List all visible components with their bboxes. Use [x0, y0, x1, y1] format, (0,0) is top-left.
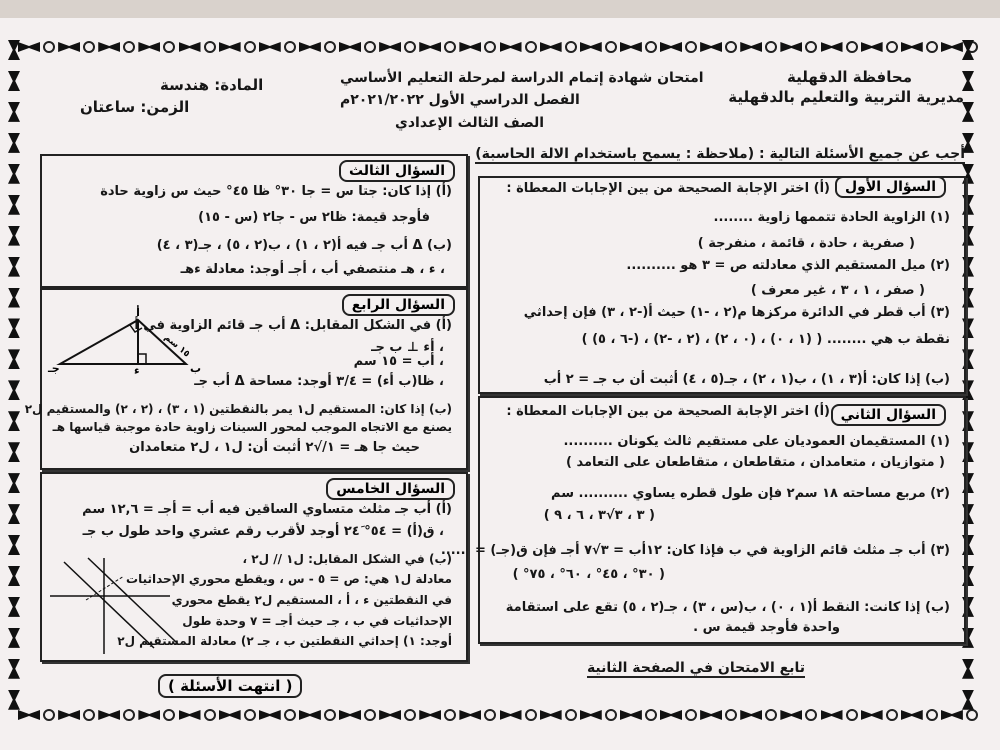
border-ornament — [123, 41, 135, 53]
border-ornament — [565, 41, 577, 53]
border-ornament — [379, 42, 401, 52]
border-ornament — [364, 41, 376, 53]
border-ornament — [685, 709, 697, 721]
q2-item-3: (٣) أب جـ مثلث قائم الزاوية في ب فإذا كان: ١٢أب = ٣√٧ أجـ فإن ق(جـ) = ...... — [440, 543, 950, 558]
border-ornament — [645, 41, 657, 53]
header-exam-title: امتحان شهادة إتمام الدراسة لمرحلة التعليم الأساسي — [340, 70, 704, 86]
border-ornament — [8, 597, 20, 617]
border-ornament — [58, 710, 80, 720]
border-ornament — [740, 42, 762, 52]
border-ornament — [98, 42, 120, 52]
fig-label-d: ء — [134, 364, 140, 377]
border-ornament — [540, 710, 562, 720]
header-directorate: مديرية التربية والتعليم بالدقهلية — [728, 88, 964, 106]
border-ornament — [540, 42, 562, 52]
border-ornament — [962, 659, 974, 679]
border-ornament — [580, 42, 602, 52]
q1-item-3: (٣) أب قطر في الدائرة مركزها م(٢ ، -١) حيث أ(-٢ ، ٣) فإن إحداثي — [523, 305, 950, 320]
q5-line-1: (أ) أب جـ مثلث متساوي الساقين فيه أب = أجـ = ١٢,٦ سم — [82, 502, 452, 517]
border-ornament — [299, 710, 321, 720]
border-ornament — [8, 473, 20, 493]
border-ornament — [179, 42, 201, 52]
border-ornament — [605, 41, 617, 53]
border-ornament — [364, 709, 376, 721]
border-ornament — [8, 349, 20, 369]
border-ornament — [8, 226, 20, 246]
q4-line-3: ، أب = ١٥ سم — [353, 354, 444, 369]
border-ornament — [8, 288, 20, 308]
border-ornament — [163, 709, 175, 721]
border-ornament — [805, 41, 817, 53]
border-ornament — [901, 710, 923, 720]
border-ornament — [685, 41, 697, 53]
border-ornament — [204, 41, 216, 53]
q4-triangle-figure — [46, 306, 202, 377]
border-ornament — [780, 42, 802, 52]
q1-item-1: (١) الزاوية الحادة تتممها زاوية ........ — [713, 210, 950, 225]
q3-title: السؤال الثالث — [339, 160, 455, 182]
border-ornament — [500, 710, 522, 720]
border-ornament — [219, 42, 241, 52]
q4-title: السؤال الرابع — [342, 294, 455, 316]
border-ornament — [821, 710, 843, 720]
q4-line-7: حيث جا هـ = ١/√٢ أثبت أن: ل١ ، ل٢ متعامدان — [129, 440, 420, 455]
border-ornament — [660, 42, 682, 52]
q2-item-2: (٢) مربع مساحته ١٨ سم٢ فإن طول قطره يساوي .......... سم — [551, 486, 950, 501]
border-ornament — [244, 41, 256, 53]
border-ornament — [299, 42, 321, 52]
q2-part-b-1: (ب) إذا كانت: النقط أ(١ ، ٠) ، ب(س ، ٣) ، جـ(٢ ، ٥) تقع على استقامة — [505, 600, 950, 615]
border-ornament — [8, 411, 20, 431]
fig-label-a: أ — [136, 306, 140, 319]
border-ornament — [284, 709, 296, 721]
border-ornament — [8, 257, 20, 277]
q1-choices-3: نقطة ب هي ........ ( (١ ، ٠) ، (٠ ، ٢) ، (٢ ، -٢) ، (-٦ ، ٥) ) — [581, 332, 950, 347]
q1-item-2: (٢) ميل المستقيم الذي معادلته ص = ٣ هو .......... — [626, 258, 950, 273]
border-ornament — [901, 42, 923, 52]
border-ornament — [259, 42, 281, 52]
border-ornament — [8, 318, 20, 338]
border-ornament — [8, 380, 20, 400]
border-ornament — [700, 42, 722, 52]
border-ornament — [58, 42, 80, 52]
border-ornament — [765, 709, 777, 721]
border-ornament — [204, 709, 216, 721]
q4-line-2: ، أء ⊥ ب جـ — [371, 340, 444, 355]
q5-line-7: أوجد: ١) إحداثي النقطتين ب ، جـ ٢) معادلة المستقيم ل٢ — [117, 634, 452, 648]
q5-line-6: الإحداثيات في ب ، جـ حيث أجـ = ٧ وحدة طول — [182, 614, 452, 628]
border-ornament — [444, 41, 456, 53]
border-ornament — [8, 71, 20, 91]
border-ornament — [8, 566, 20, 586]
border-ornament — [8, 535, 20, 555]
border-ornament — [8, 628, 20, 648]
border-ornament — [444, 709, 456, 721]
border-ornament — [484, 41, 496, 53]
q2-intro: (أ) اختر الإجابة الصحيحة من بين الإجابات المعطاة : — [506, 404, 830, 419]
continue-note: تابع الامتحان في الصفحة الثانية — [586, 660, 805, 676]
fig-label-c: جـ — [48, 362, 60, 375]
q1-part-b: (ب) إذا كان: أ(٣ ، ١) ، ب(١ ، ٢) ، جـ(٥ ، ٤) أثبت أن ب جـ = ٢ أب — [543, 372, 950, 387]
instruction: أجب عن جميع الأسئلة التالية : (ملاحظة : يسمح باستخدام الالة الحاسبة) — [475, 146, 965, 162]
q1-intro: (أ) اختر الإجابة الصحيحة من بين الإجابات المعطاة : — [506, 181, 830, 196]
border-ornament — [8, 659, 20, 679]
border-ornament — [886, 709, 898, 721]
q1-title: السؤال الأول — [835, 176, 946, 198]
border-ornament — [805, 709, 817, 721]
border-ornament — [962, 690, 974, 710]
border-ornament — [43, 709, 55, 721]
header-grade: الصف الثالث الإعدادي — [395, 115, 545, 131]
border-ornament — [565, 709, 577, 721]
q3-line-4: ، ء ، هـ منتصفي أب ، أجـ أوجد: معادلة ءهـ — [180, 262, 445, 277]
top-border — [18, 40, 978, 54]
border-ornament — [8, 40, 20, 60]
border-ornament — [8, 195, 20, 215]
q2-part-b-2: واحدة فأوجد قيمة س . — [693, 620, 840, 635]
border-ornament — [861, 42, 883, 52]
border-ornament — [966, 709, 978, 721]
border-ornament — [962, 40, 974, 60]
border-ornament — [8, 102, 20, 122]
border-ornament — [83, 709, 95, 721]
border-ornament — [765, 41, 777, 53]
q2-choices-3: ( ٣٠° ، ٤٥° ، ٦٠° ، ٧٥° ) — [512, 567, 665, 582]
q5-line-3: (ب) في الشكل المقابل: ل١ // ل٢ ، — [242, 552, 452, 566]
border-ornament — [821, 42, 843, 52]
border-ornament — [379, 710, 401, 720]
border-ornament — [620, 42, 642, 52]
header-governorate: محافظة الدقهلية — [787, 68, 912, 86]
q1-choices-1: ( صفرية ، حادة ، قائمة ، منفرجة ) — [697, 236, 915, 251]
border-ornament — [18, 710, 40, 720]
border-ornament — [926, 41, 938, 53]
border-ornament — [525, 709, 537, 721]
border-ornament — [138, 42, 160, 52]
border-ornament — [419, 42, 441, 52]
fig-label-b: ب — [190, 362, 202, 375]
border-ornament — [324, 709, 336, 721]
border-ornament — [284, 41, 296, 53]
q3-line-2: فأوجد قيمة: ظا٢ س - جا٢ (س - ١٥) — [198, 210, 430, 225]
q5-line-4: معادلة ل١ هي: ص = ٥ - س ، ويقطع محوري الإحداثيات — [126, 572, 452, 586]
border-ornament — [404, 41, 416, 53]
border-ornament — [846, 41, 858, 53]
border-ornament — [8, 442, 20, 462]
border-ornament — [8, 164, 20, 184]
header-term: الفصل الدراسي الأول ٢٠٢١/٢٠٢٢م — [340, 92, 580, 108]
bottom-border — [18, 708, 978, 722]
border-ornament — [138, 710, 160, 720]
border-ornament — [419, 710, 441, 720]
border-ornament — [861, 710, 883, 720]
border-ornament — [886, 41, 898, 53]
border-ornament — [846, 709, 858, 721]
end-of-questions: ( انتهت الأسئلة ) — [158, 674, 302, 698]
border-ornament — [98, 710, 120, 720]
border-ornament — [459, 42, 481, 52]
border-ornament — [700, 710, 722, 720]
q2-choices-1: ( متوازيان ، متعامدان ، متقاطعان ، متقاطعان على التعامد ) — [565, 455, 945, 470]
header-subject: المادة: هندسة — [160, 76, 264, 94]
border-ornament — [259, 710, 281, 720]
border-ornament — [83, 41, 95, 53]
border-ornament — [179, 710, 201, 720]
border-ornament — [525, 41, 537, 53]
border-ornament — [459, 710, 481, 720]
border-ornament — [8, 504, 20, 524]
q3-line-1: (أ) إذا كان: جتا س = جا ٣٠° ظا ٤٥° حيث س زاوية حادة — [100, 184, 452, 199]
q5-line-5: في النقطتين ء ، أ ، المستقيم ل٢ يقطع محوري — [171, 593, 452, 607]
border-ornament — [244, 709, 256, 721]
border-ornament — [660, 710, 682, 720]
border-ornament — [43, 41, 55, 53]
border-ornament — [500, 42, 522, 52]
border-ornament — [324, 41, 336, 53]
q5-line-2: ، ق(أ) = ٥٤° ٢٤َ أوجد لأقرب رقم عشري واحد طول ب جـ — [82, 524, 444, 539]
q3-line-3: (ب) Δ أب جـ فيه أ(٢ ، ١) ، ب(٢ ، ٥) ، جـ(٣ ، ٤) — [156, 238, 452, 253]
q4-line-4: ، ظا(ب أء) = ٣/٤ أوجد: مساحة Δ أب جـ — [194, 374, 444, 389]
border-ornament — [484, 709, 496, 721]
border-ornament — [725, 41, 737, 53]
q2-choices-2: ( ٣ ، ٣√٣ ، ٦ ، ٩ ) — [543, 508, 655, 523]
border-ornament — [725, 709, 737, 721]
border-ornament — [8, 133, 20, 153]
border-ornament — [339, 710, 361, 720]
border-ornament — [219, 710, 241, 720]
border-ornament — [123, 709, 135, 721]
q4-line-6: يصنع مع الاتجاه الموجب لمحور السينات زاوية حادة موجبة قياسها هـ — [52, 420, 452, 434]
border-ornament — [163, 41, 175, 53]
q5-lines-figure — [44, 556, 184, 656]
border-ornament — [339, 42, 361, 52]
left-border — [6, 40, 22, 710]
q2-title: السؤال الثاني — [831, 404, 946, 426]
q5-title: السؤال الخامس — [326, 478, 455, 500]
border-ornament — [926, 709, 938, 721]
q4-line-1: (أ) في الشكل المقابل: Δ أب جـ قائم الزاوية في أ — [134, 318, 452, 333]
q2-item-1: (١) المستقيمان العموديان على مستقيم ثالث يكونان .......... — [563, 434, 950, 449]
border-ornament — [404, 709, 416, 721]
border-ornament — [740, 710, 762, 720]
q4-line-5: (ب) إذا كان: المستقيم ل١ يمر بالنقطتين (١ ، ٣) ، (٢ ، ٢) والمستقيم ل٢ — [24, 402, 452, 416]
header-time: الزمن: ساعتان — [80, 98, 190, 116]
border-ornament — [645, 709, 657, 721]
border-ornament — [941, 710, 963, 720]
border-ornament — [605, 709, 617, 721]
border-ornament — [780, 710, 802, 720]
border-ornament — [8, 690, 20, 710]
fig-side-length: ١٥ سم — [162, 332, 192, 360]
border-ornament — [580, 710, 602, 720]
border-ornament — [620, 710, 642, 720]
q1-choices-2: ( صفر ، ١ ، ٣ ، غير معرف ) — [750, 283, 925, 298]
